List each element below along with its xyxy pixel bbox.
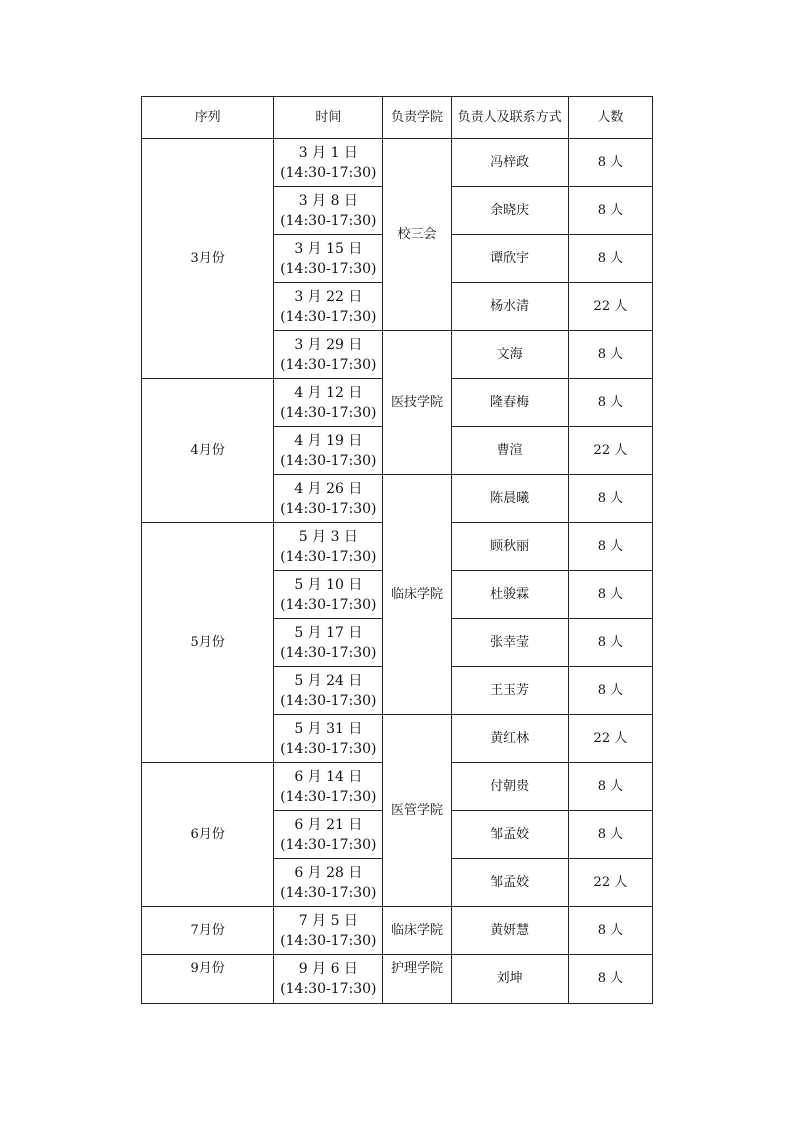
header-count: 人数 [568, 97, 652, 139]
date-text: 3 月 8 日 [298, 192, 358, 209]
time-range-text: (14:30-17:30) [280, 404, 377, 421]
time-cell [274, 523, 383, 571]
count-cell: 8 人 [568, 523, 652, 571]
table-row [142, 139, 653, 187]
college-cell: 护理学院 [383, 955, 451, 1004]
time-cell [274, 715, 383, 763]
count-cell: 8 人 [568, 667, 652, 715]
college-cell: 医管学院 [383, 715, 451, 907]
date-text: 6 月 28 日 [294, 864, 363, 881]
time-cell [274, 667, 383, 715]
time-range-text: (14:30-17:30) [280, 644, 377, 661]
header-college: 负责学院 [383, 97, 451, 139]
college-cell: 临床学院 [383, 907, 451, 955]
date-text: 6 月 21 日 [294, 816, 363, 833]
count-cell: 8 人 [568, 907, 652, 955]
contact-cell: 邹孟姣 [451, 811, 568, 859]
time-range-text: (14:30-17:30) [280, 596, 377, 613]
date-text: 4 月 12 日 [294, 384, 363, 401]
date-text: 9 月 6 日 [298, 961, 358, 977]
date-text: 3 月 22 日 [294, 288, 363, 305]
date-text: 3 月 29 日 [294, 336, 363, 353]
contact-cell: 王玉芳 [451, 667, 568, 715]
month-cell: 9月份 [142, 955, 274, 1004]
time-cell [274, 235, 383, 283]
month-cell: 3月份 [142, 139, 274, 379]
contact-cell: 陈晨曦 [451, 475, 568, 523]
month-cell: 7月份 [142, 907, 274, 955]
date-text: 6 月 14 日 [294, 768, 363, 785]
date-text: 4 月 19 日 [294, 432, 363, 449]
count-cell: 8 人 [568, 139, 652, 187]
date-text: 5 月 3 日 [298, 528, 358, 545]
time-cell [274, 571, 383, 619]
count-cell: 8 人 [568, 475, 652, 523]
count-cell: 8 人 [568, 955, 652, 1004]
college-cell: 医技学院 [383, 331, 451, 475]
header-time: 时间 [274, 97, 383, 139]
count-cell: 8 人 [568, 763, 652, 811]
time-range-text: (14:30-17:30) [280, 740, 377, 757]
time-cell [274, 427, 383, 475]
table-row [142, 955, 653, 1004]
date-text: 5 月 24 日 [294, 672, 363, 689]
time-range-text: (14:30-17:30) [280, 212, 377, 229]
count-cell: 8 人 [568, 235, 652, 283]
time-range-text: (14:30-17:30) [280, 981, 377, 997]
count-cell: 22 人 [568, 859, 652, 907]
time-cell [274, 619, 383, 667]
header-contact: 负责人及联系方式 [451, 97, 568, 139]
count-cell: 8 人 [568, 619, 652, 667]
contact-cell: 谭欣宇 [451, 235, 568, 283]
time-cell [274, 955, 383, 1004]
time-range-text: (14:30-17:30) [280, 308, 377, 325]
count-cell: 22 人 [568, 427, 652, 475]
count-cell: 8 人 [568, 379, 652, 427]
contact-cell: 曹渲 [451, 427, 568, 475]
college-cell: 校三会 [383, 139, 451, 331]
count-cell: 8 人 [568, 187, 652, 235]
time-cell [274, 859, 383, 907]
header-seq: 序列 [142, 97, 274, 139]
count-cell: 8 人 [568, 571, 652, 619]
time-range-text: (14:30-17:30) [280, 500, 377, 517]
time-range-text: (14:30-17:30) [280, 692, 377, 709]
date-text: 5 月 31 日 [294, 720, 363, 737]
time-cell [274, 379, 383, 427]
contact-cell: 黄妍慧 [451, 907, 568, 955]
contact-cell: 杨水清 [451, 283, 568, 331]
month-cell: 5月份 [142, 523, 274, 763]
date-text: 5 月 17 日 [294, 624, 363, 641]
time-range-text: (14:30-17:30) [280, 548, 377, 565]
contact-cell: 张幸莹 [451, 619, 568, 667]
contact-cell: 文海 [451, 331, 568, 379]
time-range-text: (14:30-17:30) [280, 788, 377, 805]
count-cell: 8 人 [568, 811, 652, 859]
time-cell [274, 907, 383, 955]
date-text: 5 月 10 日 [294, 576, 363, 593]
time-cell [274, 475, 383, 523]
contact-cell: 隆春梅 [451, 379, 568, 427]
time-range-text: (14:30-17:30) [280, 356, 377, 373]
time-cell [274, 139, 383, 187]
contact-cell: 杜骏霖 [451, 571, 568, 619]
time-cell [274, 187, 383, 235]
table-row [142, 907, 653, 955]
contact-cell: 刘坤 [451, 955, 568, 1004]
schedule-table [141, 96, 653, 1004]
contact-cell: 冯梓政 [451, 139, 568, 187]
time-range-text: (14:30-17:30) [280, 884, 377, 901]
document-page [141, 96, 653, 1004]
time-range-text: (14:30-17:30) [280, 260, 377, 277]
date-text: 7 月 5 日 [298, 912, 358, 929]
count-cell: 8 人 [568, 331, 652, 379]
header-row [142, 97, 653, 139]
time-range-text: (14:30-17:30) [280, 164, 377, 181]
time-cell [274, 763, 383, 811]
contact-cell: 邹孟姣 [451, 859, 568, 907]
contact-cell: 余晓庆 [451, 187, 568, 235]
contact-cell: 黄红林 [451, 715, 568, 763]
date-text: 3 月 15 日 [294, 240, 363, 257]
count-cell: 22 人 [568, 715, 652, 763]
contact-cell: 付朝贵 [451, 763, 568, 811]
month-cell: 6月份 [142, 763, 274, 907]
date-text: 4 月 26 日 [294, 480, 363, 497]
college-cell: 临床学院 [383, 475, 451, 715]
time-cell [274, 283, 383, 331]
time-cell [274, 811, 383, 859]
date-text: 3 月 1 日 [298, 144, 358, 161]
contact-cell: 顾秋丽 [451, 523, 568, 571]
time-range-text: (14:30-17:30) [280, 836, 377, 853]
month-cell: 4月份 [142, 379, 274, 523]
time-range-text: (14:30-17:30) [280, 452, 377, 469]
time-cell [274, 331, 383, 379]
time-range-text: (14:30-17:30) [280, 932, 377, 949]
count-cell: 22 人 [568, 283, 652, 331]
